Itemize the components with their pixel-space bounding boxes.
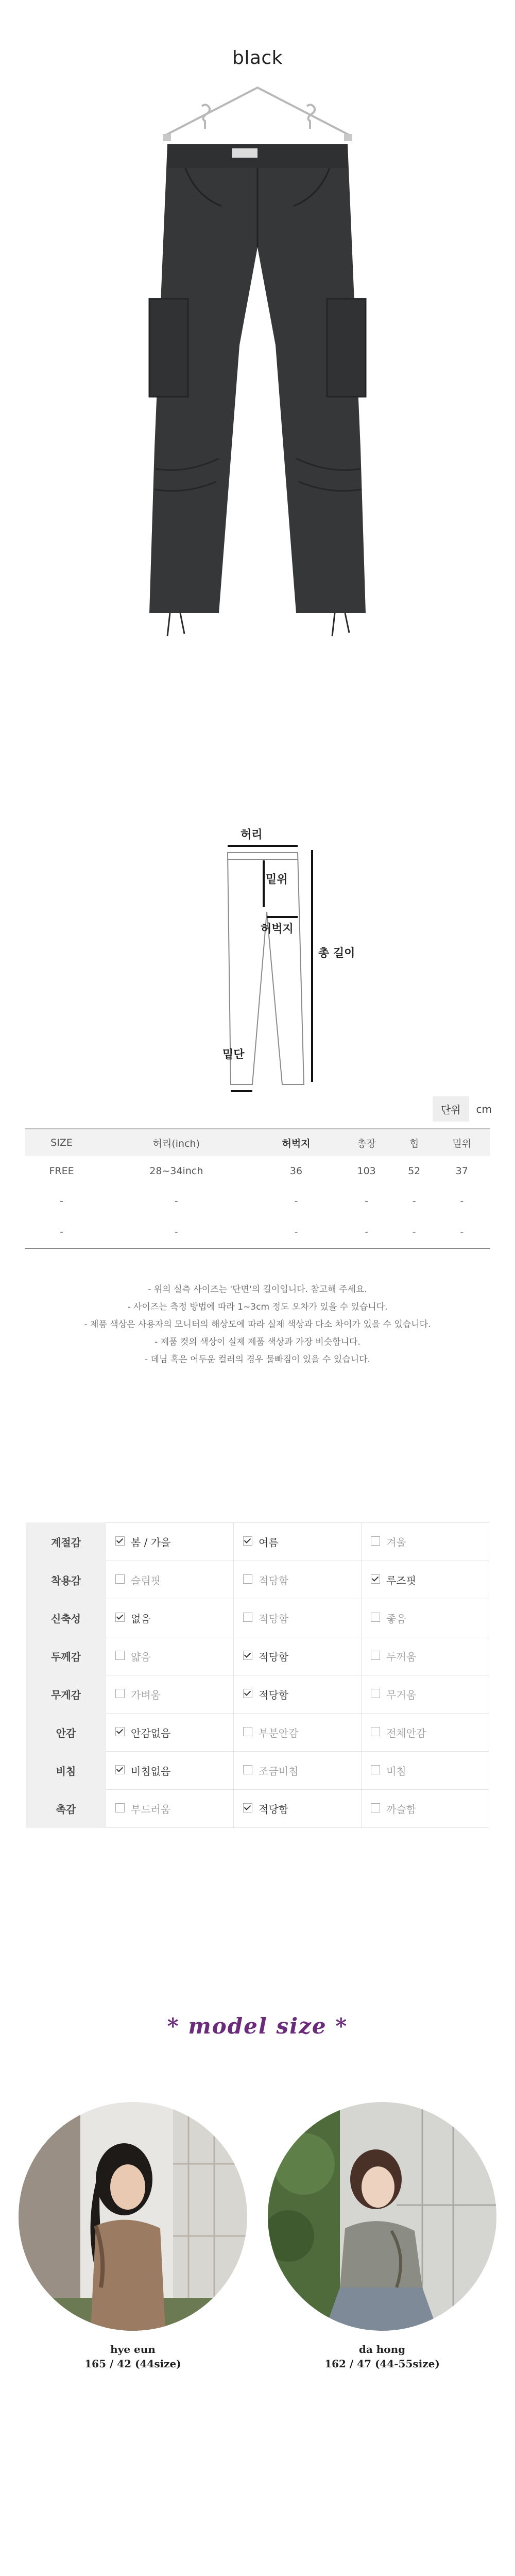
fit-option-label: 무거움: [386, 1689, 417, 1701]
checkbox-empty-icon: [371, 1613, 380, 1622]
fit-row: [26, 1714, 489, 1752]
fit-option-label: 적당함: [259, 1803, 289, 1816]
fit-option-label: 슬림핏: [131, 1574, 161, 1587]
diagram-hem-label: 밑단: [222, 1048, 245, 1061]
fit-option: [106, 1599, 234, 1637]
checkbox-empty-icon: [371, 1727, 380, 1736]
fit-option-label: 적당함: [259, 1651, 289, 1663]
checkbox-empty-icon: [243, 1727, 252, 1736]
table-row: [25, 1186, 490, 1216]
model-info-1: [19, 2342, 247, 2371]
table-cell: 28~34inch: [149, 1165, 203, 1177]
model-info-2: [268, 2342, 496, 2371]
checkbox-empty-icon: [371, 1651, 380, 1660]
fit-option-label: 까슬함: [386, 1803, 417, 1816]
fit-option-label: 부분안감: [259, 1727, 299, 1739]
checkbox-empty-icon: [371, 1765, 380, 1774]
fit-option: [234, 1637, 362, 1675]
fit-option-label: 안감없음: [131, 1727, 171, 1739]
fit-option-label: 여름: [259, 1536, 279, 1549]
checkbox-checked-icon: [115, 1765, 125, 1774]
fit-category: 촉감: [26, 1790, 106, 1828]
fit-option: [362, 1675, 489, 1714]
checkbox-checked-icon: [243, 1803, 252, 1812]
table-cell: -: [460, 1195, 464, 1207]
table-cell: -: [434, 1216, 490, 1248]
fit-option: [106, 1752, 234, 1790]
table-cell: 36: [289, 1165, 303, 1177]
fit-category: 신축성: [26, 1599, 106, 1637]
note-line: - 데님 혹은 어두운 컬러의 경우 물빠짐이 있을 수 있습니다.: [145, 1354, 370, 1365]
fit-category: 착용감: [26, 1561, 106, 1599]
fit-option-label: 전체안감: [386, 1727, 426, 1739]
header-size: SIZE: [25, 1129, 98, 1156]
fit-category: 계절감: [26, 1523, 106, 1561]
fit-option: [234, 1561, 362, 1599]
fit-option-label: 적당함: [259, 1574, 289, 1587]
fit-row: [26, 1561, 489, 1599]
checkbox-empty-icon: [115, 1574, 125, 1584]
color-label: black: [232, 47, 283, 69]
model-size: 165 / 42 (44size): [84, 2358, 181, 2370]
fit-option: [106, 1637, 234, 1675]
fit-category: 비침: [26, 1752, 106, 1790]
header-thigh: 허벅지: [254, 1129, 338, 1156]
fit-option-label: 조금비침: [259, 1765, 299, 1777]
checkbox-checked-icon: [243, 1651, 252, 1660]
table-cell: -: [294, 1195, 298, 1207]
checkbox-empty-icon: [371, 1536, 380, 1546]
table-cell: 37: [455, 1165, 468, 1177]
table-row: [25, 1216, 490, 1248]
fit-option-label: 비침: [386, 1765, 406, 1777]
diagram-length-label: 총 길이: [318, 947, 355, 960]
header-rise: 밑위: [434, 1129, 490, 1156]
fit-option-label: 비침없음: [131, 1765, 171, 1777]
model-size: 162 / 47 (44-55size): [324, 2358, 440, 2370]
table-cell: -: [254, 1216, 338, 1248]
fit-info-table: [26, 1522, 489, 1828]
table-cell: -: [174, 1195, 178, 1207]
note-line: - 위의 실측 사이즈는 '단면'의 길이입니다. 참고해 주세요.: [148, 1284, 367, 1295]
fit-option: [234, 1790, 362, 1828]
fit-option: [234, 1523, 362, 1561]
model-size-title: * model size *: [167, 2013, 348, 2039]
model-name: hye eun: [110, 2343, 156, 2355]
checkbox-checked-icon: [243, 1536, 252, 1546]
fit-option-label: 좋음: [386, 1613, 406, 1625]
checkbox-empty-icon: [115, 1689, 125, 1698]
size-notes: [0, 1281, 515, 1368]
fit-option: [362, 1637, 489, 1675]
fit-category: 안감: [26, 1714, 106, 1752]
checkbox-checked-icon: [115, 1613, 125, 1622]
fit-row: [26, 1752, 489, 1790]
model-name: da hong: [358, 2343, 406, 2355]
table-cell: -: [25, 1216, 98, 1248]
checkbox-empty-icon: [115, 1651, 125, 1660]
fit-option: [106, 1675, 234, 1714]
table-cell: FREE: [49, 1165, 74, 1177]
fit-row: [26, 1790, 489, 1828]
diagram-thigh-label: 허벅지: [261, 923, 294, 936]
fit-row: [26, 1675, 489, 1714]
checkbox-checked-icon: [371, 1574, 380, 1584]
product-photo: [118, 77, 397, 644]
table-cell: -: [60, 1195, 63, 1207]
fit-option: [106, 1790, 234, 1828]
model-photo-2: [268, 2102, 496, 2331]
fit-option: [234, 1599, 362, 1637]
unit-label: 단위: [433, 1096, 469, 1122]
fit-option: [362, 1599, 489, 1637]
table-row: [25, 1156, 490, 1186]
checkbox-empty-icon: [371, 1803, 380, 1812]
checkbox-empty-icon: [243, 1613, 252, 1622]
fit-option-label: 루즈핏: [386, 1574, 417, 1587]
checkbox-checked-icon: [115, 1536, 125, 1546]
note-line: - 제품 컷의 색상이 실제 제품 색상과 가장 비슷합니다.: [154, 1337, 360, 1347]
fit-option-label: 봄 / 가을: [131, 1536, 171, 1549]
fit-option: [362, 1523, 489, 1561]
checkbox-empty-icon: [243, 1574, 252, 1584]
fit-option: [362, 1561, 489, 1599]
fit-option: [362, 1752, 489, 1790]
fit-row: [26, 1523, 489, 1561]
note-line: - 제품 색상은 사용자의 모니터의 해상도에 따라 실제 색상과 다소 차이가 있을 수 있습니다.: [84, 1319, 431, 1330]
table-cell: -: [365, 1195, 369, 1207]
fit-option: [362, 1714, 489, 1752]
checkbox-empty-icon: [371, 1689, 380, 1698]
fit-row: [26, 1599, 489, 1637]
fit-row: [26, 1637, 489, 1675]
fit-option-label: 적당함: [259, 1613, 289, 1625]
fit-option-label: 얇음: [131, 1651, 151, 1663]
fit-option-label: 적당함: [259, 1689, 289, 1701]
checkbox-checked-icon: [115, 1727, 125, 1736]
header-hip: 힙: [395, 1129, 434, 1156]
header-waist: 허리(inch): [98, 1129, 254, 1156]
fit-option-label: 두꺼움: [386, 1651, 417, 1663]
fit-option: [234, 1675, 362, 1714]
fit-option-label: 가벼움: [131, 1689, 161, 1701]
table-cell: 103: [357, 1165, 376, 1177]
fit-option: [106, 1523, 234, 1561]
fit-option-label: 겨울: [386, 1536, 406, 1549]
fit-option-label: 없음: [131, 1613, 151, 1625]
checkbox-empty-icon: [243, 1765, 252, 1774]
fit-option: [106, 1714, 234, 1752]
note-line: - 사이즈는 측정 방법에 따라 1~3cm 정도 오차가 있을 수 있습니다.: [127, 1302, 388, 1312]
table-cell: -: [338, 1216, 394, 1248]
fit-option: [234, 1752, 362, 1790]
unit-indicator: [433, 1096, 492, 1122]
table-cell: -: [412, 1195, 416, 1207]
table-cell: 52: [408, 1165, 421, 1177]
fit-category: 무게감: [26, 1675, 106, 1714]
diagram-rise-label: 밑위: [266, 873, 288, 886]
fit-option: [362, 1790, 489, 1828]
model-photo-1: [19, 2102, 247, 2331]
fit-category: 두께감: [26, 1637, 106, 1675]
fit-option-label: 부드러움: [131, 1803, 171, 1816]
header-length: 총장: [338, 1129, 394, 1156]
fit-option: [106, 1561, 234, 1599]
size-chart-header-row: [25, 1129, 490, 1156]
size-chart-table: [25, 1128, 490, 1249]
checkbox-empty-icon: [115, 1803, 125, 1812]
unit-value: cm: [476, 1103, 492, 1115]
table-cell: -: [395, 1216, 434, 1248]
table-cell: -: [98, 1216, 254, 1248]
fit-option: [234, 1714, 362, 1752]
checkbox-checked-icon: [243, 1689, 252, 1698]
diagram-waist-label: 허리: [241, 828, 263, 841]
